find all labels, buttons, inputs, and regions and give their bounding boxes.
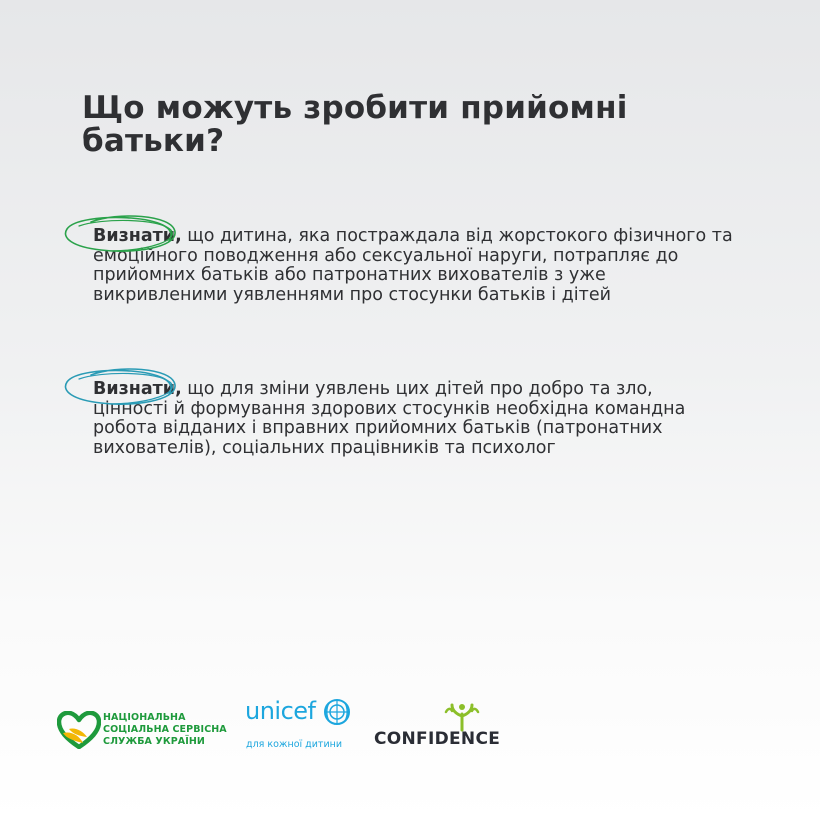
page-title: Що можуть зробити прийомні батьки? [82,90,628,159]
statement-text: що для зміни уявлень цих дітей про добро та зло, цінності й формування здорових стосунків необхідна командна робота відданих і вправних прийомних батьків (патронатних вихователів), соціальних працівників та психолог [93,379,686,458]
confidence-wordmark: CONFIDENCE [374,729,501,749]
unicef-wordmark: unicef [245,697,316,725]
nss-line: СЛУЖБА УКРАЇНИ [103,736,205,747]
heart-hands-icon [57,711,101,749]
tree-icon [442,702,482,732]
statement-paragraph [93,227,733,305]
lead-word: Визнати, [93,379,182,399]
nss-line: НАЦІОНАЛЬНА [103,712,186,723]
lead-word-wrapper [93,227,182,247]
statement-text: що дитина, яка постраждала від жорстокого фізичного та емоційного поводження або сексуальної наруги, потрапляє до прийомних батьків або патронатних вихователів з уже викривленими уявленнями про стосунки батьків і дітей [93,226,733,305]
unicef-tagline: для кожної дитини [246,739,343,750]
lead-word-wrapper [93,380,182,400]
nss-line: СОЦІАЛЬНА СЕРВІСНА [103,724,227,735]
statement-paragraph [93,380,733,458]
unicef-globe-icon [323,698,351,726]
lead-word: Визнати, [93,226,182,246]
nss-logo-text [103,712,227,748]
